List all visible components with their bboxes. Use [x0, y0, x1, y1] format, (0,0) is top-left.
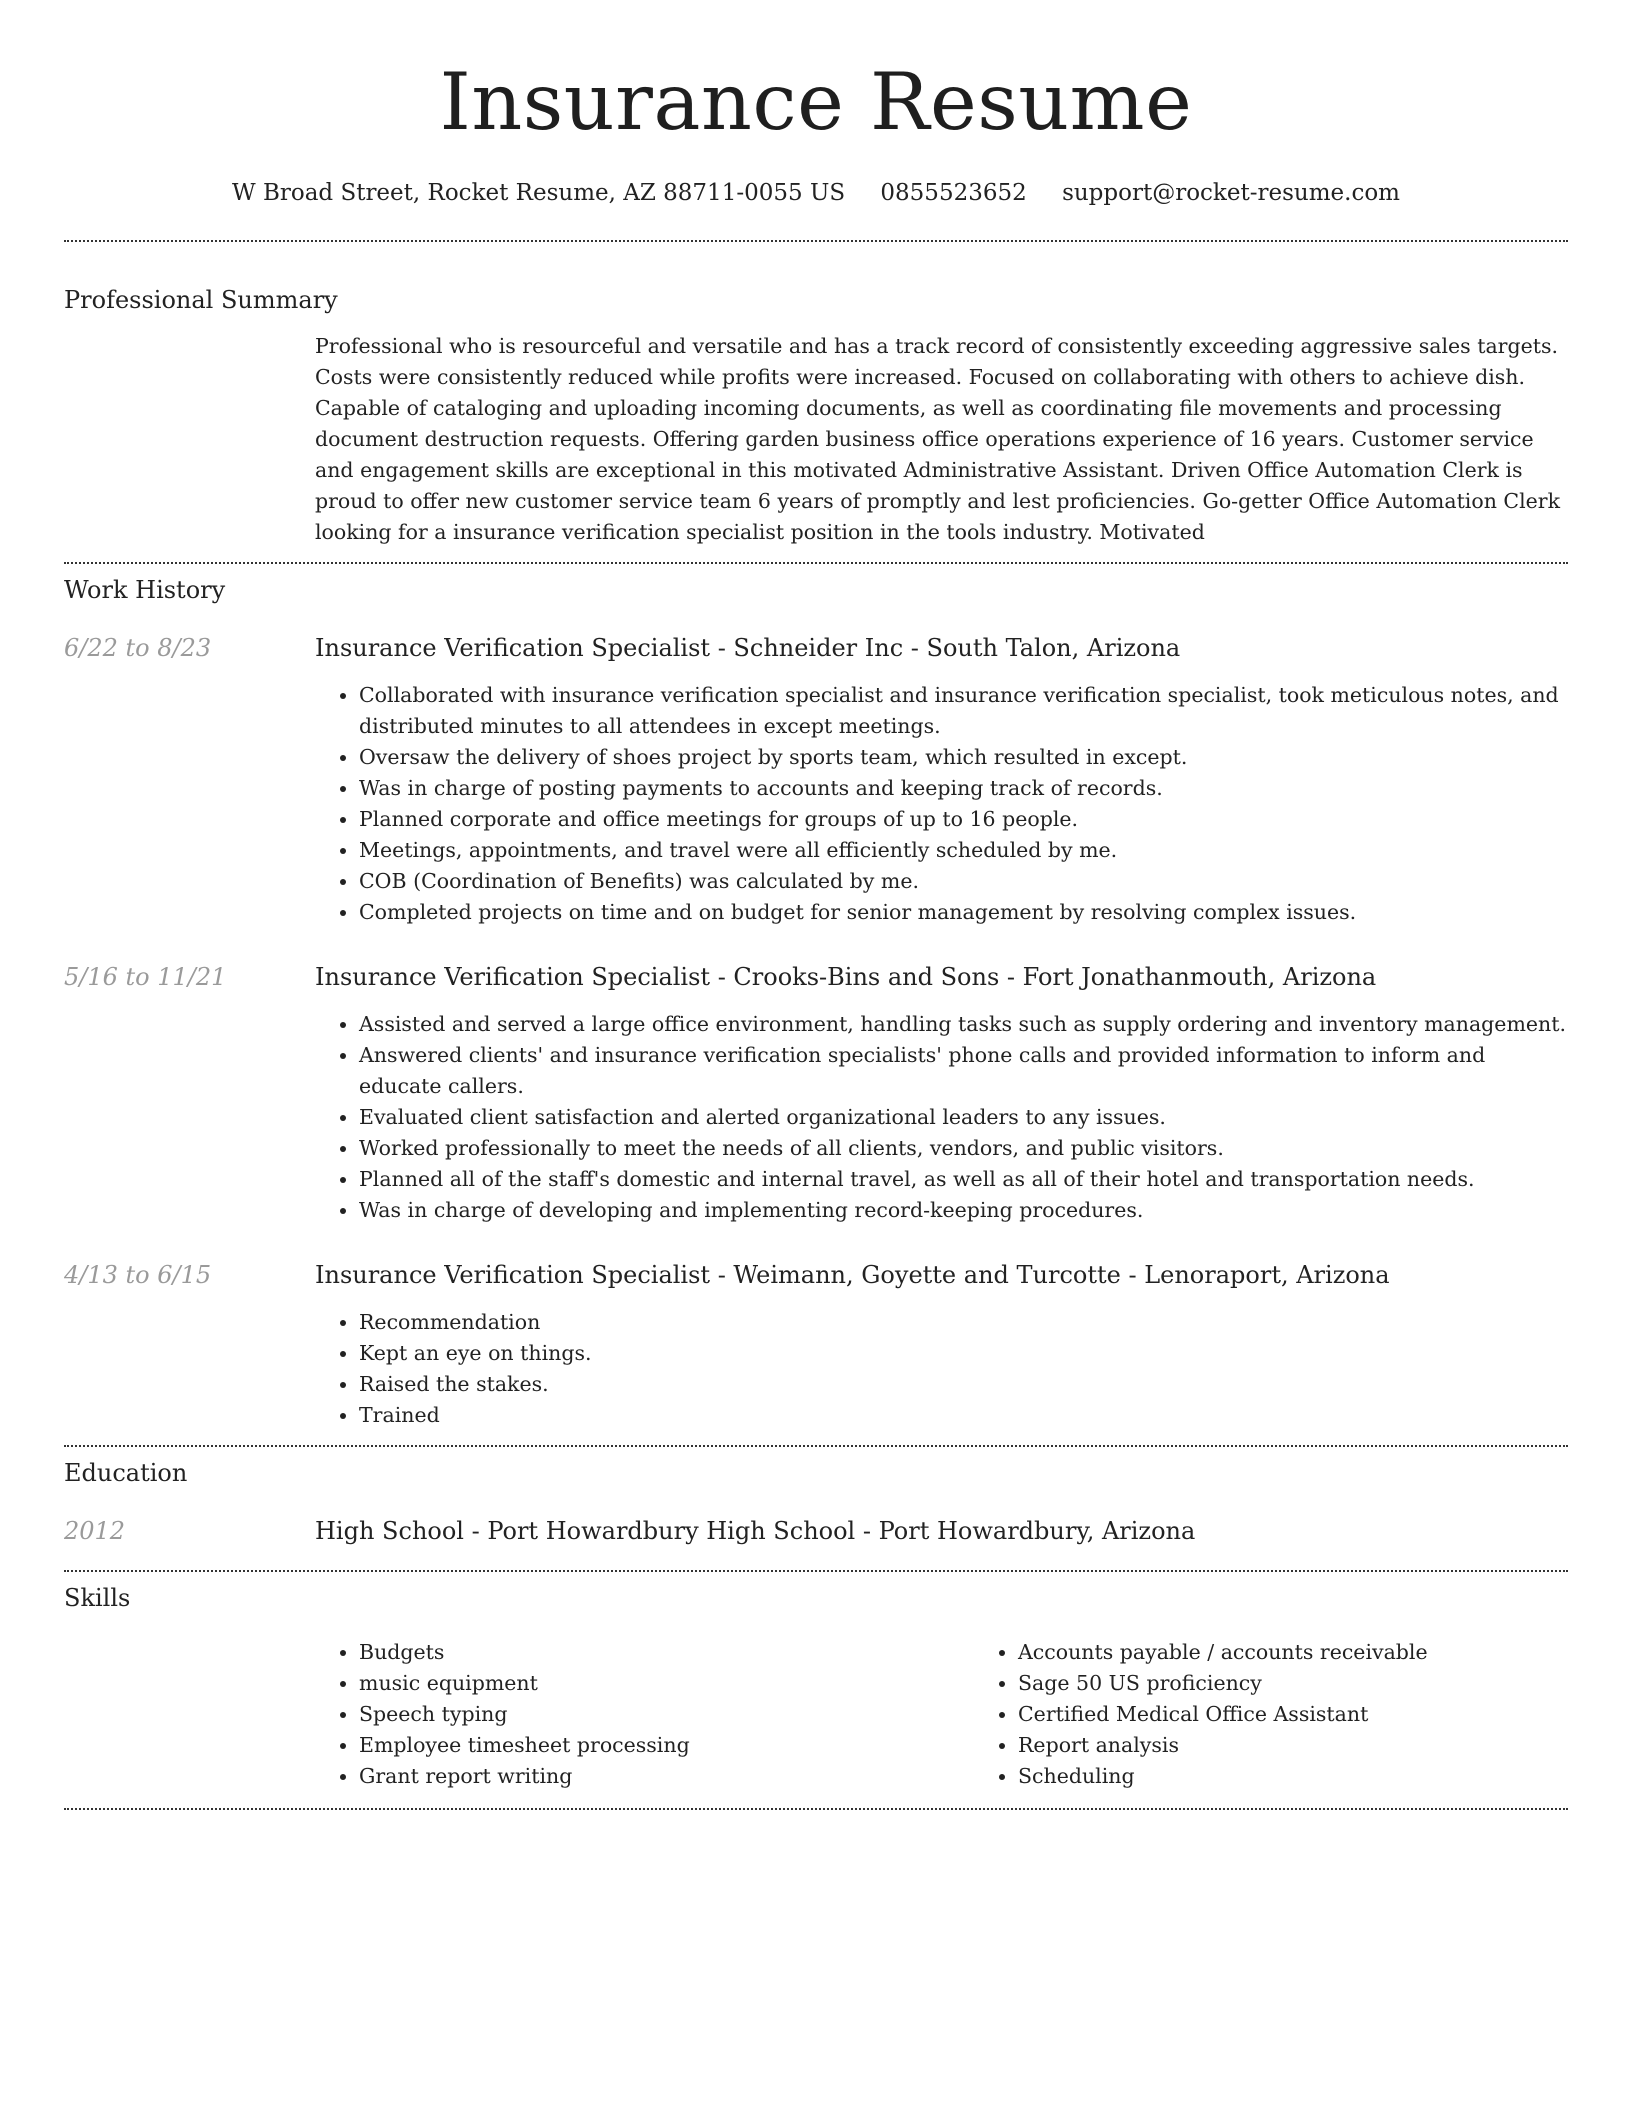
skills-list — [315, 1637, 1632, 1792]
education-entry — [64, 1516, 1568, 1546]
list-item: • Was in charge of posting payments to accounts and keeping track of records. — [359, 773, 1568, 804]
list-item: • Recommendation — [359, 1307, 1568, 1338]
list-item: • Employee timesheet processing — [359, 1730, 974, 1761]
list-item: • Worked professionally to meet the needs of all clients, vendors, and public visitors. — [359, 1133, 1568, 1164]
divider — [64, 1570, 1568, 1572]
contact-line — [64, 178, 1568, 208]
list-item: • Report analysis — [1018, 1730, 1632, 1761]
list-item: • Collaborated with insurance verification specialist and insurance verification specialist, took meticulous notes, and distributed minutes to all attendees in except meetings. — [359, 680, 1568, 742]
job-entry — [64, 1260, 1568, 1431]
job-dates: 4/13 to 6/15 — [64, 1261, 212, 1289]
skills-heading: Skills — [64, 1584, 131, 1612]
address: W Broad Street, Rocket Resume, AZ 88711-0055 US — [232, 180, 846, 206]
summary-text: Professional who is resourceful and versatile and has a track record of consistently exceeding aggressive sales targets. Costs were consistently reduced while profits were increased. Focused on collaborating with others to achieve dish. Capable of cataloging and uploading incoming documents, as well as coordinating file movements and processing document destruction requests. Offering garden business office operations experience of 16 years. Customer service and engagement skills are exceptional in this motivated Administrative Assistant. Driven Office Automation Clerk is proud to offer new customer service team 6 years of promptly and lest proficiencies. Go-getter Office Automation Clerk looking for a insurance verification specialist position in the tools industry. Motivated — [315, 334, 1561, 544]
list-item: • Speech typing — [359, 1699, 974, 1730]
job-bullets — [315, 1307, 1568, 1431]
divider — [64, 240, 1568, 242]
phone: 0855523652 — [880, 180, 1027, 206]
list-item: • COB (Coordination of Benefits) was calculated by me. — [359, 866, 1568, 897]
job-title: Insurance Verification Specialist - Schneider Inc - South Talon, Arizona — [315, 634, 1181, 662]
job-dates: 6/22 to 8/23 — [64, 634, 212, 662]
list-item: • Completed projects on time and on budget for senior management by resolving complex issues. — [359, 897, 1568, 928]
list-item: • Planned all of the staff's domestic and internal travel, as well as all of their hotel and transportation needs. — [359, 1164, 1568, 1195]
job-title: Insurance Verification Specialist - Crooks-Bins and Sons - Fort Jonathanmouth, Arizona — [315, 963, 1377, 991]
list-item: • Meetings, appointments, and travel were all efficiently scheduled by me. — [359, 835, 1568, 866]
education-degree: High School — [315, 1517, 464, 1545]
work-history-heading: Work History — [64, 576, 226, 604]
list-item: • Evaluated client satisfaction and alerted organizational leaders to any issues. — [359, 1102, 1568, 1133]
job-entry — [64, 962, 1568, 1226]
list-item: • Accounts payable / accounts receivable — [1018, 1637, 1632, 1668]
education-dates: 2012 — [64, 1517, 126, 1545]
list-item: • Certified Medical Office Assistant — [1018, 1699, 1632, 1730]
list-item: • Answered clients' and insurance verification specialists' phone calls and provided information to inform and educate callers. — [359, 1040, 1568, 1102]
job-bullets — [315, 680, 1568, 928]
job-dates: 5/16 to 11/21 — [64, 963, 227, 991]
skills-column-left — [315, 1637, 974, 1792]
email: support@rocket-resume.com — [1062, 180, 1400, 206]
list-item: • Planned corporate and office meetings for groups of up to 16 people. — [359, 804, 1568, 835]
job-bullets — [315, 1009, 1568, 1226]
divider — [64, 1808, 1568, 1810]
divider — [64, 1445, 1568, 1447]
job-title: Insurance Verification Specialist - Weimann, Goyette and Turcotte - Lenoraport, Arizona — [315, 1261, 1390, 1289]
list-item: • Grant report writing — [359, 1761, 974, 1792]
list-item: • Raised the stakes. — [359, 1369, 1568, 1400]
list-item: • Scheduling — [1018, 1761, 1632, 1792]
resume-title: Insurance Resume — [439, 56, 1193, 148]
job-entry — [64, 633, 1568, 928]
list-item: • Oversaw the delivery of shoes project by sports team, which resulted in except. — [359, 742, 1568, 773]
list-item: • music equipment — [359, 1668, 974, 1699]
summary-heading: Professional Summary — [64, 286, 338, 314]
education-heading: Education — [64, 1459, 188, 1487]
education-school: - Port Howardbury High School - Port Howardbury, Arizona — [463, 1517, 1196, 1545]
list-item: • Kept an eye on things. — [359, 1338, 1568, 1369]
list-item: • Assisted and served a large office environment, handling tasks such as supply ordering and inventory management. — [359, 1009, 1568, 1040]
list-item: • Trained — [359, 1400, 1568, 1431]
divider — [64, 562, 1568, 564]
list-item: • Was in charge of developing and implementing record-keeping procedures. — [359, 1195, 1568, 1226]
list-item: • Sage 50 US proficiency — [1018, 1668, 1632, 1699]
list-item: • Budgets — [359, 1637, 974, 1668]
skills-column-right — [974, 1637, 1632, 1792]
